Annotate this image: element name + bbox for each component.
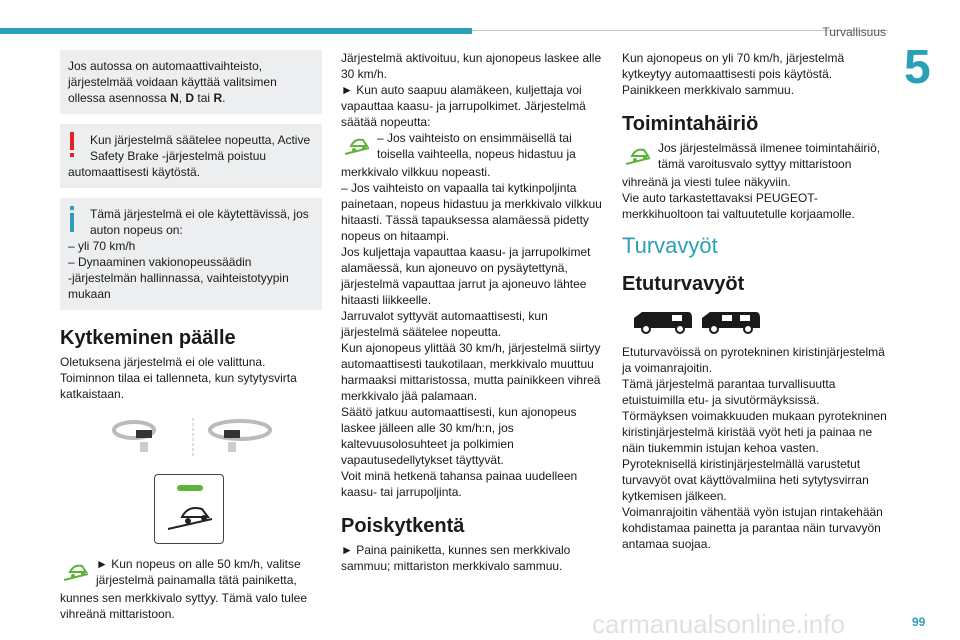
heading-deactivation: Poiskytkentä [341,515,465,537]
green-led [177,485,203,491]
paragraph-2: vihreänä ja viesti tulee näkyviin. [622,175,791,189]
paragraph-7: Pyroteknisellä kiristinjärjestelmällä varustetut turvavyöt ovat käyttövalmiina heti sytytysvirran kytkemisen jälkeen. [622,457,869,503]
info-bullet-4: mukaan [68,287,111,301]
paragraph-8: Voimanrajoitin vähentää vyön istujan rintakehään kohdistamaa painetta ja parantaa näin turvavyön antamaa suojaa. [622,505,883,551]
steering-wheel-icon [108,416,278,460]
header-accent-bar [0,28,472,34]
paragraph-7: Kun ajonopeus ylittää 30 km/h, järjestelmä siirtyy automaattisesti taukotilaan, merkkivalo muuttuu harmaaksi mittaristossa, mutta painikkeen vihreä merkkivalo jää palamaan. [341,341,601,403]
paragraph-10: ► Paina painiketta, kunnes sen merkkivalo sammuu; mittariston merkkivalo sammuu. [341,543,571,573]
paragraph-1: Kun ajonopeus on yli 70 km/h, järjestelmä kytkeytyy automaattisesti pois käytöstä. Painikkeen merkkivalo sammuu. [622,51,845,97]
info-note [60,198,322,310]
warning-note [60,124,322,188]
page-number: 99 [912,615,926,629]
info-bullet-1: – yli 70 km/h [68,239,136,253]
paragraph-4: Etuturvavöissä on pyrotekninen kiristinjärjestelmä ja voimanrajoitin. [622,345,885,375]
instruction-line-2: järjestelmä painamalla tätä painiketta, [96,573,297,587]
info-icon [67,206,77,236]
paragraph-2: ► Kun auto saapuu alamäkeen, kuljettaja voi vapauttaa kaasu- ja jarrupolkimet. Järjestelmä säätää nopeutta: [341,83,586,129]
malfunction-line-1: Jos järjestelmässä ilmenee toimintahäiriö, [658,141,881,155]
column-3 [622,50,888,552]
column-2 [341,50,605,574]
paragraph-6: Jarruvalot syttyvät automaattisesti, kun järjestelmä säätelee nopeutta. [341,309,548,339]
paragraph-state: Toiminnon tilaa ei tallenneta, kun sytytysvirta katkaistaan. [60,371,297,401]
heading-malfunction: Toimintahäiriö [622,113,759,135]
paragraph-4: – Jos vaihteisto on vapaalla tai kytkinpoljinta painetaan, nopeus hidastuu ja merkkivalo vilkkuu hitaasti. Tässä tapauksessa alamäessä pidetty nopeus on hitaampi. [341,181,602,243]
note-automatic-gearbox [60,50,322,114]
hill-descent-indicator-icon [341,130,373,162]
instruction-rest: kunnes sen merkkivalo syttyy. Tämä valo tulee vihreänä mittaristoon. [60,591,307,621]
chapter-number: 5 [904,41,931,94]
hill-descent-button-figure [154,474,224,544]
instruction-line-1: ► Kun nopeus on alle 50 km/h, valitse [96,557,301,571]
paragraph-1: Järjestelmä aktivoituu, kun ajonopeus laskee alle 30 km/h. [341,51,602,81]
steering-wheel-figure [108,416,322,460]
hill-descent-indicator-icon [60,556,92,588]
paragraph-3: Vie auto tarkastettavaksi PEUGEOT-merkkihuoltoon tai valtuutetulle korjaamolle. [622,191,855,221]
vehicle-figures [632,308,888,334]
section-title: Turvallisuus [822,25,886,39]
descent-indicator-line [341,130,605,164]
warning-line-2: Safety Brake -järjestelmä poistuu [90,149,267,163]
paragraph-5: Jos kuljettaja vapauttaa kaasu- ja jarrupolkimet alamäessä, kun ajoneuvo on pysäytettynä, järjestelmä vapauttaa jarrut ja ajoneuvo lähtee hitaasti liikkeelle. [341,245,591,307]
note-text: Jos autossa on automaattivaihteisto, järjestelmää voidaan käyttää valitsimen ollessa asennossa N, D tai R. [68,59,277,105]
malfunction-line-2: tämä varoitusvalo syttyy mittaristoon [658,157,852,171]
malfunction-indicator-line [622,140,888,174]
paragraph-8: Säätö jatkuu automaattisesti, kun ajonopeus laskee jälleen alle 30 km/h:n, jos kaltevuusolosuhteet ja polkimien vapautusedellytykset täyttyvät. [341,405,577,467]
info-line-2: auton nopeus on: [90,223,183,237]
paragraph-9: Voit minä hetkenä tahansa painaa uudelleen kaasu- tai jarrupoljinta. [341,469,578,499]
paragraph-default: Oletuksena järjestelmä ei ole valittuna. [60,355,266,369]
info-line-1: Tämä järjestelmä ei ole käytettävissä, jos [90,207,309,221]
info-bullet-2: – Dynaaminen vakionopeussäädin [68,255,252,269]
indicator-line-1: – Jos vaihteisto on ensimmäisellä tai [377,131,572,145]
warning-line-3: automaattisesti käytöstä. [68,165,201,179]
indicator-line-2: toisella vaihteella, nopeus hidastuu ja [377,147,576,161]
exclamation-icon [67,132,77,162]
heading-front-belts: Etuturvavyöt [622,273,745,295]
warning-line-1: Kun järjestelmä säätelee nopeutta, Active [90,133,311,147]
column-1 [60,50,322,622]
heading-seat-belts: Turvavyöt [622,233,718,258]
info-bullet-3: -järjestelmän hallinnassa, vaihteistotyypin [68,271,289,285]
activation-instruction [60,556,322,590]
paragraph-5: Tämä järjestelmä parantaa turvallisuutta etuistuimilla etu- ja sivutörmäyksissä. [622,377,836,407]
hill-descent-indicator-icon [622,140,654,172]
van-icon [700,308,762,334]
hill-descent-button-icon [160,497,220,537]
paragraph-3: merkkivalo vilkkuu nopeasti. [341,165,491,179]
watermark: carmanualsonline.info [592,609,845,639]
van-icon [632,308,694,334]
heading-activation: Kytkeminen päälle [60,327,236,349]
paragraph-6: Törmäyksen voimakkuuden mukaan pyrotekninen kiristinjärjestelmä kiristää vyöt heti ja painaa ne näin tiukemmin istujan kehoa vasten. [622,409,887,455]
